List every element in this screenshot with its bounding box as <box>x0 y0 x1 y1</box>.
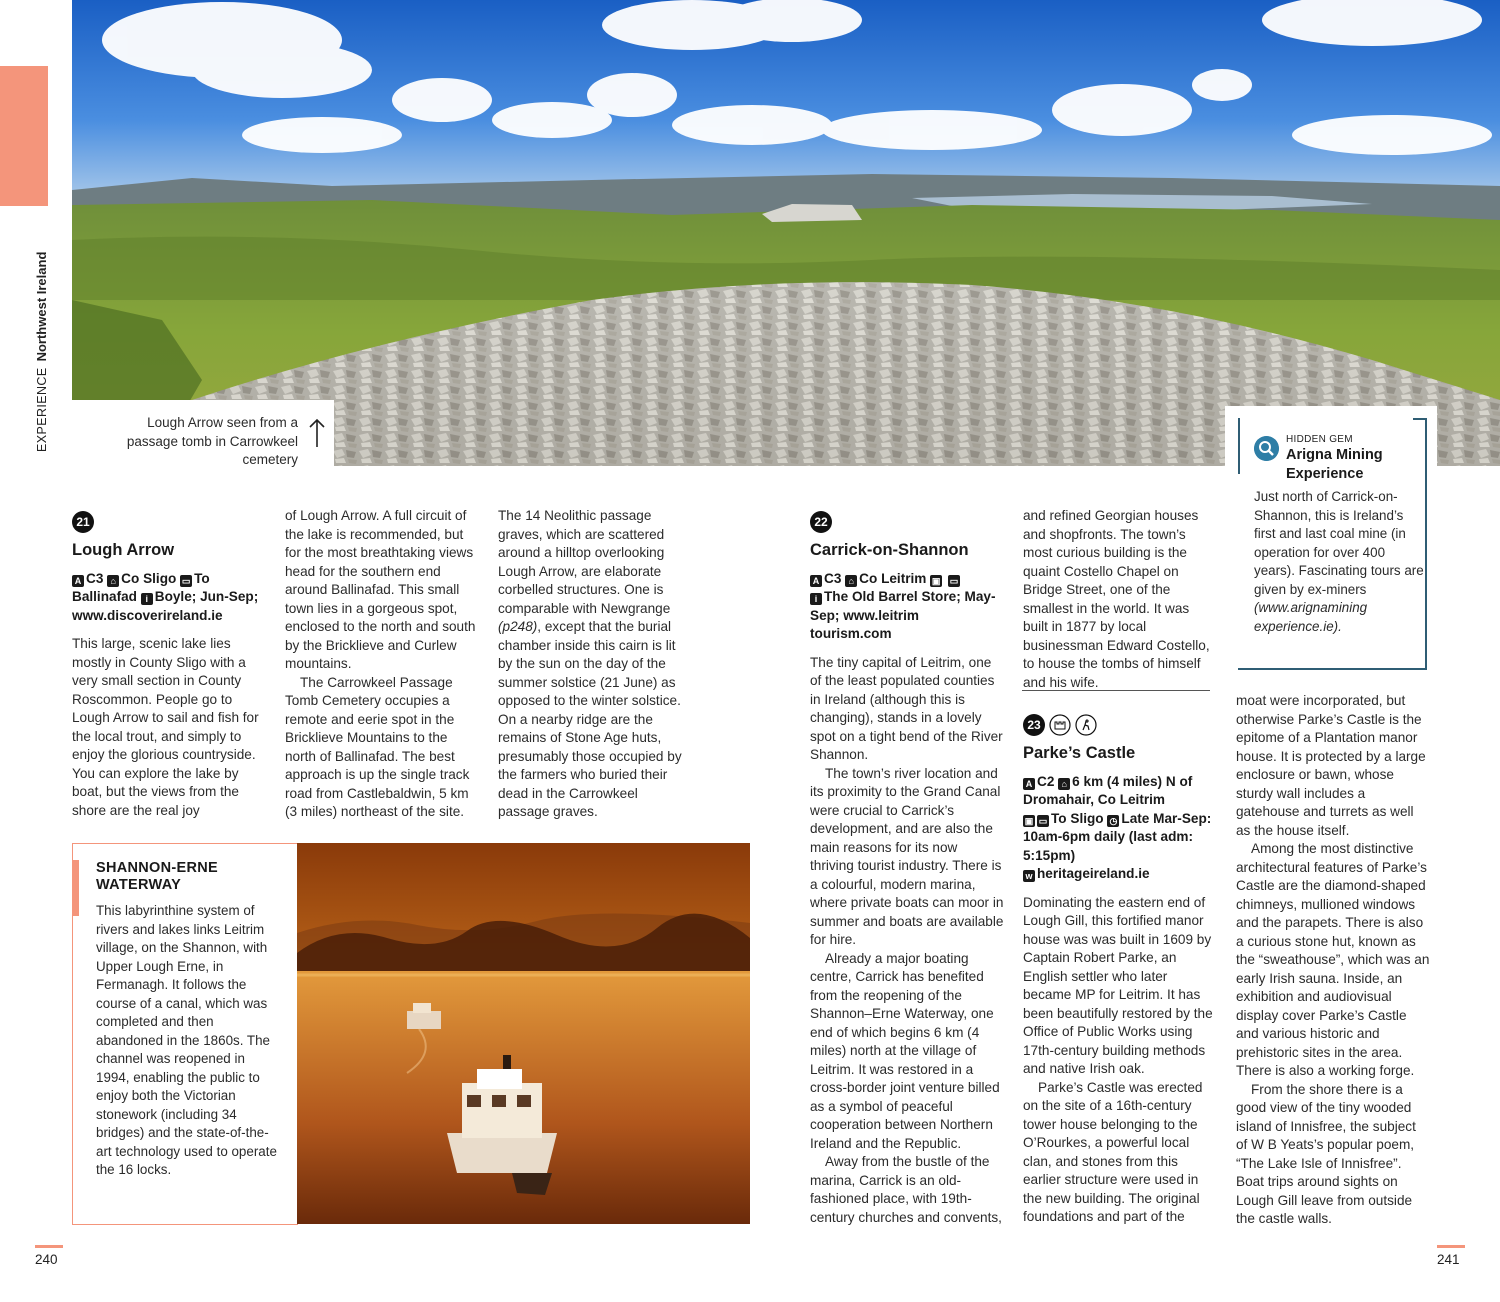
entry-info: A C3 ⌂ Co Leitrim ▣ ▭ i The Old Barrel Store; May-Sep; www.leitrim tourism.com <box>810 570 996 641</box>
entry-info: A C3 ⌂ Co Sligo ▭ To Ballinafad i Boyle; Jun-Sep; www.discoverireland.ie <box>72 570 259 623</box>
paragraph: and refined Georgian houses and shopfronts. The town’s most curious building is the quaint Costello Chapel on Bridge Street, one of the smallest in the world. It was built in 1877 by local businessman Edward Costello, to house the tombs of himself and his wife. <box>1023 508 1210 690</box>
info-icon: i <box>810 593 822 605</box>
bus-icon: ▭ <box>1038 815 1048 826</box>
entry-number-badge: 21 <box>72 511 94 533</box>
paragraph: of Lough Arrow. A full circuit of the lake is recommended, but for the most breathtaking views head for the southern end around Ballinafad. This small town lies in a gorgeous spot, enclosed to the north and south by the Bricklieve and Curlew mountains. <box>285 508 476 671</box>
clock-icon: ◷ <box>1107 815 1119 827</box>
paragraph: Away from the bustle of the marina, Carrick is an old-fashioned place, with 19th-century churches and convents, <box>810 1154 1002 1225</box>
entry-lough-arrow <box>72 511 266 820</box>
paragraph: From the shore there is a good view of the tiny wooded island of Innisfree, the subject of W B Yeats’s popular poem, “The Lake Isle of Innisfree”. Boat trips around sights on Lough Gill leave from outside the castle walls. <box>1236 1081 1416 1226</box>
address-icon: ⌂ <box>845 575 857 587</box>
hero-photo-lough-arrow <box>72 0 1500 466</box>
entry-title: Lough Arrow <box>72 541 175 559</box>
hiking-icon <box>1075 714 1097 736</box>
paragraph: The 14 Neolithic passage graves, which are scattered around a hilltop overlooking Lough Arrow, are elaborate corbelled structures. One is comparable with Newgrange (p248), except that the burial chamber inside this cairn is lit by the sun on the day of the summer solstice (21 June) as opposed to the winter solstice. On a nearby ridge are the remains of Stone Age huts, presumably those occupied by the farmers who buried their dead in the Carrowkeel passage graves. <box>498 508 682 819</box>
info-icon: i <box>141 593 153 605</box>
running-head: EXPERIENCENorthwest Ireland <box>34 251 49 452</box>
address-icon: ⌂ <box>107 575 119 587</box>
sidebar-accent-bar <box>73 860 79 916</box>
divider <box>1022 690 1210 691</box>
sidebar-body: This labyrinthine system of rivers and lakes links Leitrim village, on the Shannon, with Upper Lough Erne, in Fermanagh. It follows the course of a canal, which was completed and then abandoned in the 1860s. The channel was reopened in 1994, enabling the public to enjoy both the Victorian stonework (including 34 bridges) and the state-of-the-art technology used to operate the 16 locks. <box>96 903 277 1177</box>
map-icon: A <box>72 575 84 587</box>
website-link[interactable]: www.discoverireland.ie <box>72 607 223 623</box>
gem-title: Arigna Mining Experience <box>1286 447 1383 482</box>
address-icon: ⌂ <box>1058 778 1070 790</box>
paragraph: Already a major boating centre, Carrick has benefited from the reopening of the Shannon–Erne Waterway, one end of which begins 6 km (4 miles) north at the village of Leitrim. It was restored in a cross-border joint venture billed as a symbol of peaceful cooperation between Northern Ireland and the Republic. <box>810 950 1000 1151</box>
castle-icon <box>1049 714 1071 736</box>
website-link[interactable]: heritageireland.ie <box>1037 866 1150 881</box>
map-icon: A <box>1023 778 1035 790</box>
entry-number-badge: 22 <box>810 511 832 533</box>
bus-icon: ▭ <box>949 575 959 586</box>
entry-number-badge: 23 <box>1023 714 1045 736</box>
arrow-up-icon <box>308 418 326 448</box>
opening-and-website[interactable]: May-Sep; www.leitrim tourism.com <box>810 589 996 641</box>
section-color-tab <box>0 66 48 206</box>
paragraph: This large, scenic lake lies mostly in County Sligo with a very small section in County Roscommon. People go to Lough Arrow to sail and fish for the local trout, and simply to enjoy the glorious countryside. You can explore the lake by boat, but the views from the shore are the real joy <box>72 636 259 818</box>
paragraph: The Carrowkeel Passage Tomb Cemetery occupies a remote and eerie spot in the Bricklieve Mountains to the north of Ballinafad. The best approach is up the single track road from Castlebaldwin, 5 km (3 miles) northeast of the site. <box>285 674 470 819</box>
gem-body: Just north of Carrick-on-Shannon, this is Ireland’s first and last coal mine (in operation for over 400 years). Fascinating tours are given by ex-miners (www.arignamining experience.ie). <box>1254 489 1424 634</box>
entry-parkes-castle <box>1023 714 1217 1227</box>
web-icon: w <box>1023 870 1035 882</box>
entry-carrick-on-shannon <box>810 511 1004 1227</box>
paragraph: Among the most distinctive architectural features of Parke’s Castle are the diamond-shaped chimneys, mullioned windows and the parapets. There is also a curious stone hut, known as the “sweathouse”, which was an early Irish sauna. Inside, an exhibition and audiovisual display cover Parke’s Castle and various historic and prehistoric sites in the area. There is also a working forge. <box>1236 841 1430 1078</box>
page-number-right: 241 <box>1437 1252 1460 1267</box>
hidden-gem-box <box>1225 406 1437 674</box>
entry-info: A C2 ⌂ 6 km (4 miles) N of Dromahair, Co Leitrim ▣ ▭ To Sligo ◷ Late Mar-Sep: 10am-6pm daily (last adm: 5:15pm) w heritageireland.ie <box>1023 773 1212 881</box>
bus-icon: ▭ <box>181 575 191 586</box>
entry-title: Carrick-on-Shannon <box>810 541 969 559</box>
sidebar-title: SHANNON-ERNE WATERWAY <box>96 860 219 893</box>
column-5 <box>1023 507 1217 692</box>
entry-badges <box>1023 714 1217 736</box>
photo-boats-on-waterway <box>297 843 750 1224</box>
column-6 <box>1236 692 1430 1229</box>
photo-caption: Lough Arrow seen from a passage tomb in Carrowkeel cemetery <box>72 400 334 466</box>
paragraph: Dominating the eastern end of Lough Gill, this fortified manor house was was built in 1609 by Captain Robert Parke, an English settler who later became MP for Leitrim. It has been beautifully restored by the Office of Public Works using 17th-century building methods and native Irish oak. <box>1023 894 1213 1076</box>
train-icon: ▣ <box>1024 815 1034 826</box>
gem-kicker: HIDDEN GEM <box>1286 434 1353 445</box>
train-icon: ▣ <box>931 575 941 586</box>
paragraph: moat were incorporated, but otherwise Parke’s Castle is the epitome of a Plantation manor house. It is protected by a large enclosure or bawn, whose sturdy wall includes a gatehouse and turrets as well as the house itself. <box>1236 693 1426 838</box>
paragraph: The tiny capital of Leitrim, one of the least populated counties in Ireland (although this is changing), stands in a lovely spot on a tight bend of the River Shannon. <box>810 654 1003 762</box>
paragraph: Parke’s Castle was erected on the site of a 16th-century tower house belonging to the O’Rourkes, a powerful local clan, and stones from this earlier structure were used in the new building. The original foundations and part of the <box>1023 1079 1203 1224</box>
map-icon: A <box>810 575 822 587</box>
column-3 <box>498 507 692 822</box>
page-number-left: 240 <box>35 1252 58 1267</box>
magnifier-icon <box>1254 436 1279 461</box>
column-2 <box>285 507 479 822</box>
paragraph: The town’s river location and its proximity to the Grand Canal were crucial to Carrick’s development, and are also the main reasons for its now thriving tourist industry. There is a colourful, modern marina, where private boats can moor in summer and boats are available for hire. <box>810 765 1004 947</box>
sidebar-shannon-erne <box>72 843 298 1225</box>
entry-title: Parke’s Castle <box>1023 744 1136 762</box>
